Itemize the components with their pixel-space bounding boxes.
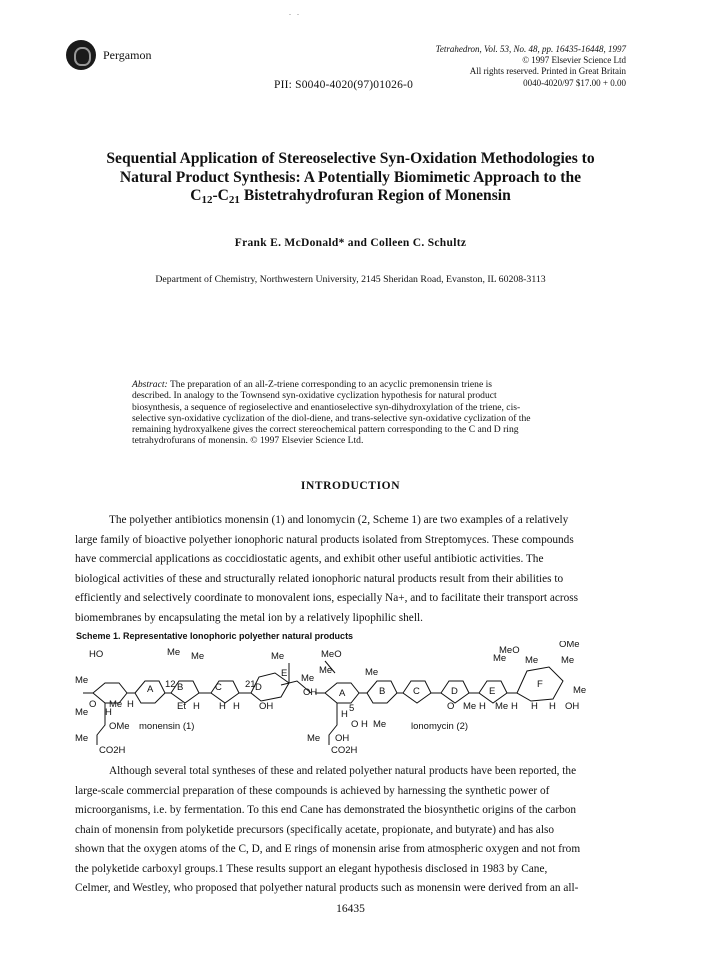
atom-label: OH xyxy=(303,687,318,698)
intro-paragraph-2 xyxy=(75,762,635,899)
paragraph-line: the polyketide carboxyl groups.1 These results support an elegant hypothesis disclosed in 1983 by Cane, xyxy=(75,862,548,875)
atom-label: O xyxy=(351,719,359,730)
atom-label: Me xyxy=(75,675,89,686)
paragraph-line: have commercial applications as coccidiostatic agents, and exhibit other useful antibiotic activities. The xyxy=(75,553,544,565)
journal-line-3: All rights reserved. Printed in Great Britain xyxy=(469,66,626,77)
paragraph-line: large family of bioactive polyether ionophoric natural products isolated from Streptomyces. These compounds xyxy=(75,533,574,546)
atom-label: H xyxy=(511,701,518,712)
atom-label: OH xyxy=(565,701,580,712)
abstract-line-6: tetrahydrofurans of monensin. © 1997 Elsevier Science Ltd. xyxy=(132,435,364,447)
atom-label: OH xyxy=(259,701,274,712)
atom-label: Me xyxy=(561,655,575,666)
atom-label: Me xyxy=(373,719,387,730)
atom-label: 21 xyxy=(245,679,256,690)
abstract-line-4: selective syn-oxidative cyclization of the diol-diene, and trans-selective syn-oxidative cyclization of the xyxy=(132,412,531,424)
atom-label: H xyxy=(105,707,112,718)
atom-label: Me xyxy=(307,733,321,744)
atom-label: CO2H xyxy=(331,745,358,755)
atom-label: O xyxy=(447,701,455,712)
abstract-line-3: biosynthesis, a sequence of regioselective and enantioselective syn-dihydroxylation of the triene, cis- xyxy=(132,401,521,413)
atom-label: OMe xyxy=(109,721,130,732)
scan-marks: . . xyxy=(289,8,301,17)
ring-letter: D xyxy=(255,682,262,693)
atom-label: Me xyxy=(493,653,507,664)
title-c12: $C_{12}$ xyxy=(190,187,213,206)
atom-label: OMe xyxy=(559,641,580,650)
journal-citation xyxy=(390,44,626,89)
section-heading-introduction: INTRODUCTION xyxy=(300,480,401,492)
intro-paragraph-1 xyxy=(75,511,635,628)
ring-letter: E xyxy=(281,668,288,679)
ring-letter: C xyxy=(413,686,420,697)
atom-label: H xyxy=(479,701,486,712)
pii-identifier: PII: S0040-4020(97)01026-0 xyxy=(274,79,414,91)
atom-label: Me xyxy=(319,665,333,676)
title-line-1: Sequential Application of Stereoselective Syn-Oxidation Methodologies to xyxy=(106,150,595,167)
paragraph-line: large-scale commercial preparation of these compounds is achieved by harnessing the synthetic power of xyxy=(75,784,550,797)
compound-label-lonomycin: lonomycin (2) xyxy=(411,721,469,732)
atom-label: CO2H xyxy=(99,745,126,755)
compound-label-monensin: monensin (1) xyxy=(139,721,195,732)
paragraph-line: efficiently and selectively coordinate to monovalent ions, especially Na+, and to facilitate their transport across xyxy=(75,592,579,604)
ring-letter: A xyxy=(339,688,346,699)
atom-label: H xyxy=(127,699,134,710)
paragraph-line: chain of monensin from polyketide precursors (specifically acetate, propionate, and butyrate) and has also xyxy=(75,823,555,836)
atom-label: Me xyxy=(167,647,181,658)
atom-label: H xyxy=(341,709,348,720)
title-dash: - xyxy=(212,187,218,204)
atom-label: Me xyxy=(525,655,539,666)
paragraph-line: microorganisms, i.e. by fermentation. To this end Cane has demonstrated the biosynthetic origins of the carbon xyxy=(75,804,577,816)
title-line-2: Natural Product Synthesis: A Potentially Biomimetic Approach to the xyxy=(119,168,582,186)
atom-label: O xyxy=(89,699,97,710)
pergamon-logo xyxy=(66,40,96,70)
atom-label: OH xyxy=(335,733,350,744)
abstract-line-5: remaining hydroxyalkene gives the correct stereochemical pattern corresponding to the C and D ring xyxy=(132,424,519,436)
atom-label: Me xyxy=(463,701,477,712)
subscript: 21 xyxy=(228,194,240,206)
title-c21: $C_{21}$ xyxy=(217,187,240,206)
atom-label: Me xyxy=(271,651,285,662)
abstract-line xyxy=(132,379,572,390)
abstract-label: Abstract: xyxy=(132,379,168,390)
atom-label: H xyxy=(193,701,200,712)
page-number: 16435 xyxy=(336,903,365,915)
atom-label: Me xyxy=(495,701,509,712)
scheme-title: Scheme 1. Representative Ionophoric polyether natural products xyxy=(76,631,354,641)
atom-label: H xyxy=(549,701,556,712)
author-list: Frank E. McDonald* and Colleen C. Schultz xyxy=(234,237,467,249)
paragraph-line: biomembranes by encapsulating the metal ion by a relatively lipophilic shell. xyxy=(75,611,423,624)
atom-label: H xyxy=(361,719,368,730)
ring-letter: A xyxy=(147,684,154,695)
atom-label: H xyxy=(233,701,240,712)
paragraph-line: The polyether antibiotics monensin (1) and lonomycin (2, Scheme 1) are two examples of a relatively xyxy=(109,514,569,526)
atom-label: 5 xyxy=(349,703,355,714)
atom-label: Me xyxy=(109,699,123,710)
ring-letter: B xyxy=(379,686,386,697)
paragraph-line: shown that the oxygen atoms of the C, D, and E rings of monensin arise from atmospheric oxygen and not from xyxy=(75,843,581,855)
abstract xyxy=(132,379,572,447)
publisher-name: Pergamon xyxy=(103,48,152,62)
atom-label: MeO xyxy=(321,649,342,660)
atom-label: 12 xyxy=(165,679,176,690)
atom-label: Et xyxy=(177,701,186,712)
atom-label: H xyxy=(219,701,226,712)
paragraph-line: Celmer, and Westley, who proposed that polyether natural products such as monensin were derived from an all- xyxy=(75,882,579,894)
paragraph-line: biological activities of these and structurally related ionophoric natural products result from their abilities to xyxy=(75,572,564,585)
ring-letter: C xyxy=(215,682,222,693)
atom-label: Me xyxy=(301,673,315,684)
atom-label: MeO xyxy=(499,645,520,656)
title-line-3 xyxy=(60,187,641,210)
abstract-line-1: The preparation of an all-Z-triene corresponding to an acyclic premonensin triene is xyxy=(167,379,493,390)
paper-title xyxy=(60,150,641,210)
atom-label: HO xyxy=(89,649,104,660)
abstract-line-2: described. In analogy to the Townsend syn-oxidative cyclization hypothesis for natural product xyxy=(132,390,497,402)
scheme-1-structures xyxy=(75,641,635,755)
ring-letter: E xyxy=(489,686,496,697)
affiliation: Department of Chemistry, Northwestern University, 2145 Sheridan Road, Evanston, IL 60208-3113 xyxy=(155,274,546,285)
atom-label: Me xyxy=(75,733,89,744)
paragraph-line: Although several total syntheses of these and related polyether natural products have been reported, the xyxy=(109,765,577,777)
atom-label: Me xyxy=(191,651,205,662)
title-line-3-rest: Bistetrahydrofuran Region of Monensin xyxy=(239,187,511,204)
atom-label: Me xyxy=(365,667,379,678)
atom-label: Me xyxy=(573,685,587,696)
journal-line-1: Tetrahedron, Vol. 53, No. 48, pp. 16435-16448, 1997 xyxy=(435,44,626,54)
ring-letter: F xyxy=(537,679,543,690)
atom-label: H xyxy=(531,701,538,712)
subscript: 12 xyxy=(201,194,213,206)
journal-line-4: 0040-4020/97 $17.00 + 0.00 xyxy=(523,77,626,88)
ring-letter: D xyxy=(451,686,458,697)
journal-line-2: © 1997 Elsevier Science Ltd xyxy=(522,55,626,66)
ring-letter: B xyxy=(177,682,184,693)
atom-label: Me xyxy=(75,707,89,718)
